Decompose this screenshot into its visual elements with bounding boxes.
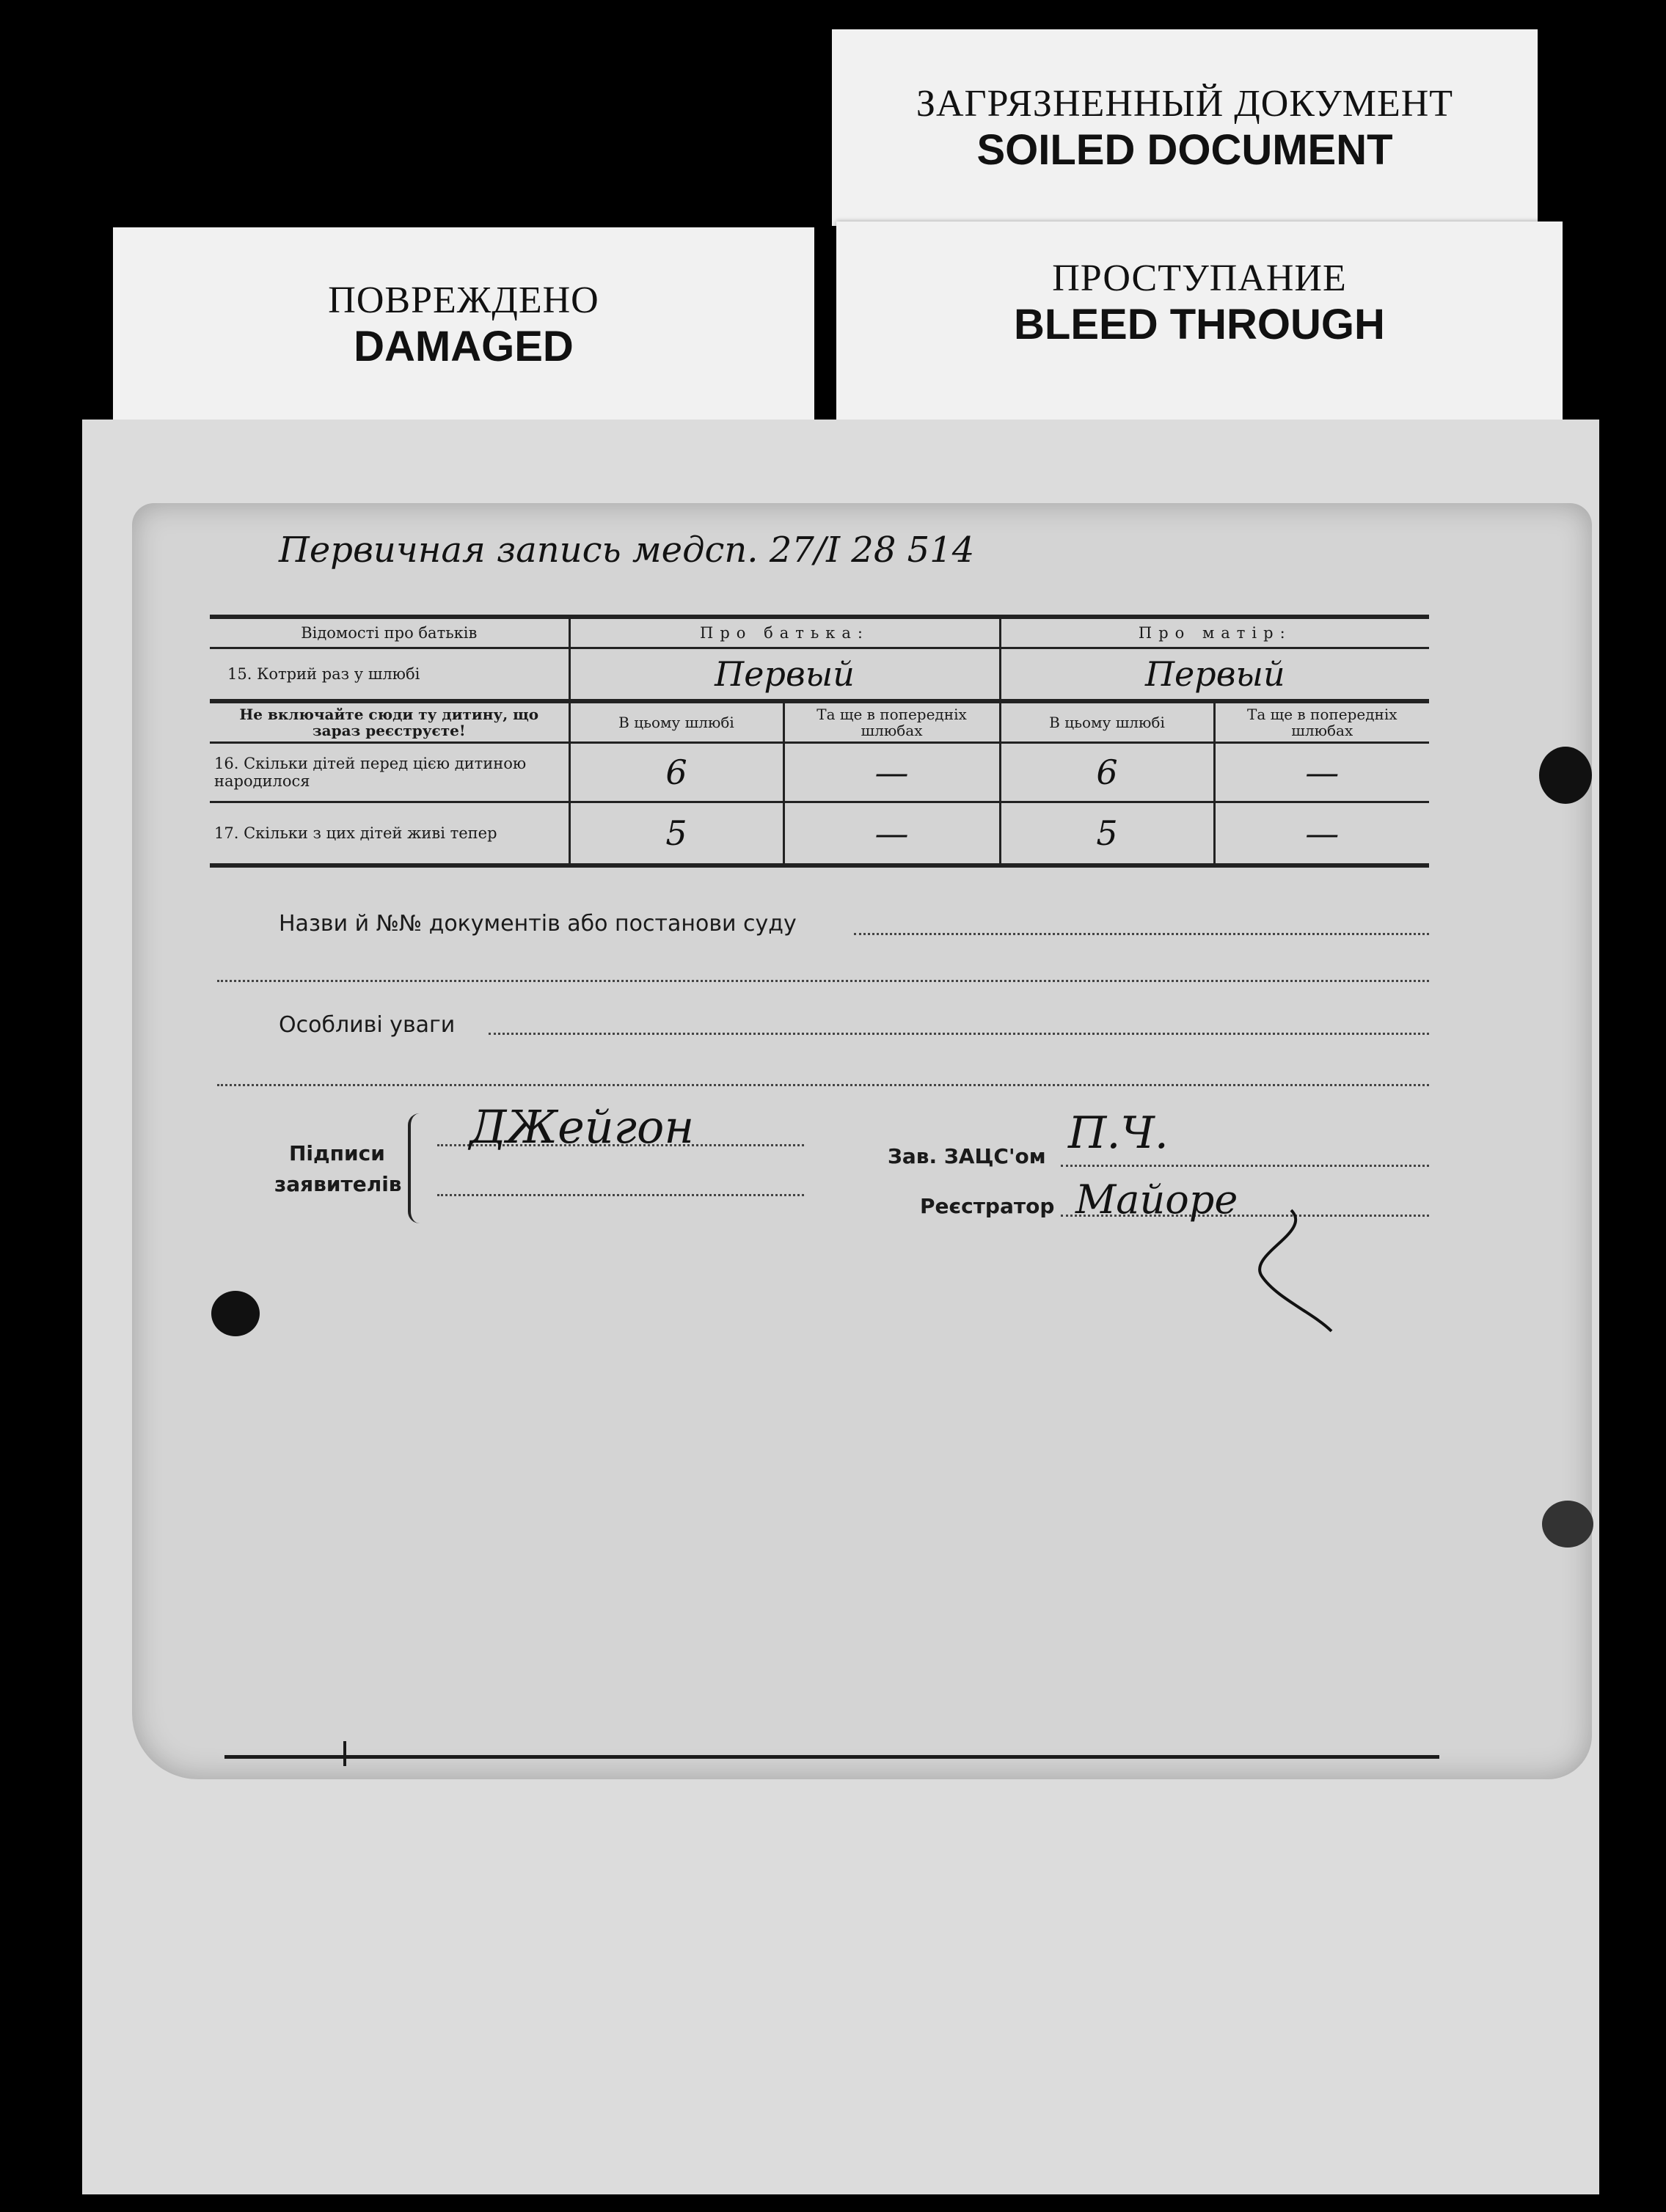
blot-right-upper [1539, 747, 1592, 804]
row15-mother: Первый [1000, 648, 1429, 702]
row16-mother-prev: — [1214, 743, 1429, 802]
bleed-flag-ru: ПРОСТУПАНИЕ [1052, 257, 1347, 299]
bleed-through-flag [836, 221, 1563, 425]
applicants-label-1: Підписи [289, 1141, 385, 1165]
table-row-16 [210, 743, 1429, 802]
zags-head-dotline [1061, 1165, 1429, 1167]
subheader-mother-this: В цьому шлюбі [1000, 701, 1214, 743]
subheader-mother-prev: Та ще в попередніх шлюбах [1214, 701, 1429, 743]
soiled-document-flag [832, 29, 1538, 226]
applicants-brace [408, 1113, 423, 1223]
remarks-dotline-1 [489, 1033, 1429, 1035]
remarks-dotline-2 [217, 1084, 1429, 1086]
documents-label: Назви й №№ документів або постанови суду [279, 911, 797, 937]
row17-mother-this: 5 [1000, 802, 1214, 866]
bottom-rule [224, 1755, 1439, 1759]
table-subheader-row [210, 701, 1429, 743]
documents-dotline-1 [854, 933, 1429, 935]
registrar-signature: Майоре [1075, 1176, 1238, 1223]
table-row-17 [210, 802, 1429, 866]
applicant-signature: ДЖейгон [470, 1100, 695, 1154]
damaged-flag [113, 227, 814, 447]
subheader-label: Не включайте сюди ту дитину, що зараз реєструєте! [210, 701, 569, 743]
bottom-tick [343, 1741, 346, 1766]
bleed-flag-en: BLEED THROUGH [1014, 301, 1385, 348]
table-header-row [210, 617, 1429, 648]
signature-flourish [1203, 1203, 1342, 1335]
row17-father-prev: — [783, 802, 1000, 866]
remarks-label: Особливі уваги [279, 1012, 456, 1038]
header-father: Про батька: [569, 617, 1000, 648]
documents-dotline-2 [217, 980, 1429, 982]
header-mother: Про матір: [1000, 617, 1429, 648]
registrar-label: Реєстратор [920, 1194, 1055, 1218]
table-row-15 [210, 648, 1429, 702]
row15-label: 15. Котрий раз у шлюбі [210, 648, 569, 702]
applicant-dotline-2 [437, 1194, 804, 1196]
zags-head-signature: П.Ч. [1068, 1107, 1169, 1159]
row16-father-this: 6 [569, 743, 783, 802]
row15-father: Первый [569, 648, 1000, 702]
handwritten-header: Первичная запись медсп. 27/I 28 514 [279, 530, 975, 571]
row16-mother-this: 6 [1000, 743, 1214, 802]
row16-father-prev: — [783, 743, 1000, 802]
zags-head-label: Зав. ЗАЦС'ом [888, 1144, 1046, 1168]
subheader-father-prev: Та ще в попередніх шлюбах [783, 701, 1000, 743]
header-label: Відомості про батьків [210, 617, 569, 648]
applicants-label-2: заявителів [274, 1172, 402, 1196]
soiled-flag-en: SOILED DOCUMENT [976, 126, 1393, 174]
row17-mother-prev: — [1214, 802, 1429, 866]
damaged-flag-ru: ПОВРЕЖДЕНО [328, 279, 599, 321]
row17-label: 17. Скільки з цих дітей живі тепер [210, 802, 569, 866]
damaged-flag-en: DAMAGED [354, 323, 574, 370]
row17-father-this: 5 [569, 802, 783, 866]
blot-right-lower [1542, 1501, 1593, 1548]
row16-label: 16. Скільки дітей перед цією дитиною народилося [210, 743, 569, 802]
blot-left [211, 1291, 260, 1336]
soiled-flag-ru: ЗАГРЯЗНЕННЫЙ ДОКУМЕНТ [916, 83, 1454, 125]
parents-info-table [210, 615, 1429, 879]
subheader-father-this: В цьому шлюбі [569, 701, 783, 743]
